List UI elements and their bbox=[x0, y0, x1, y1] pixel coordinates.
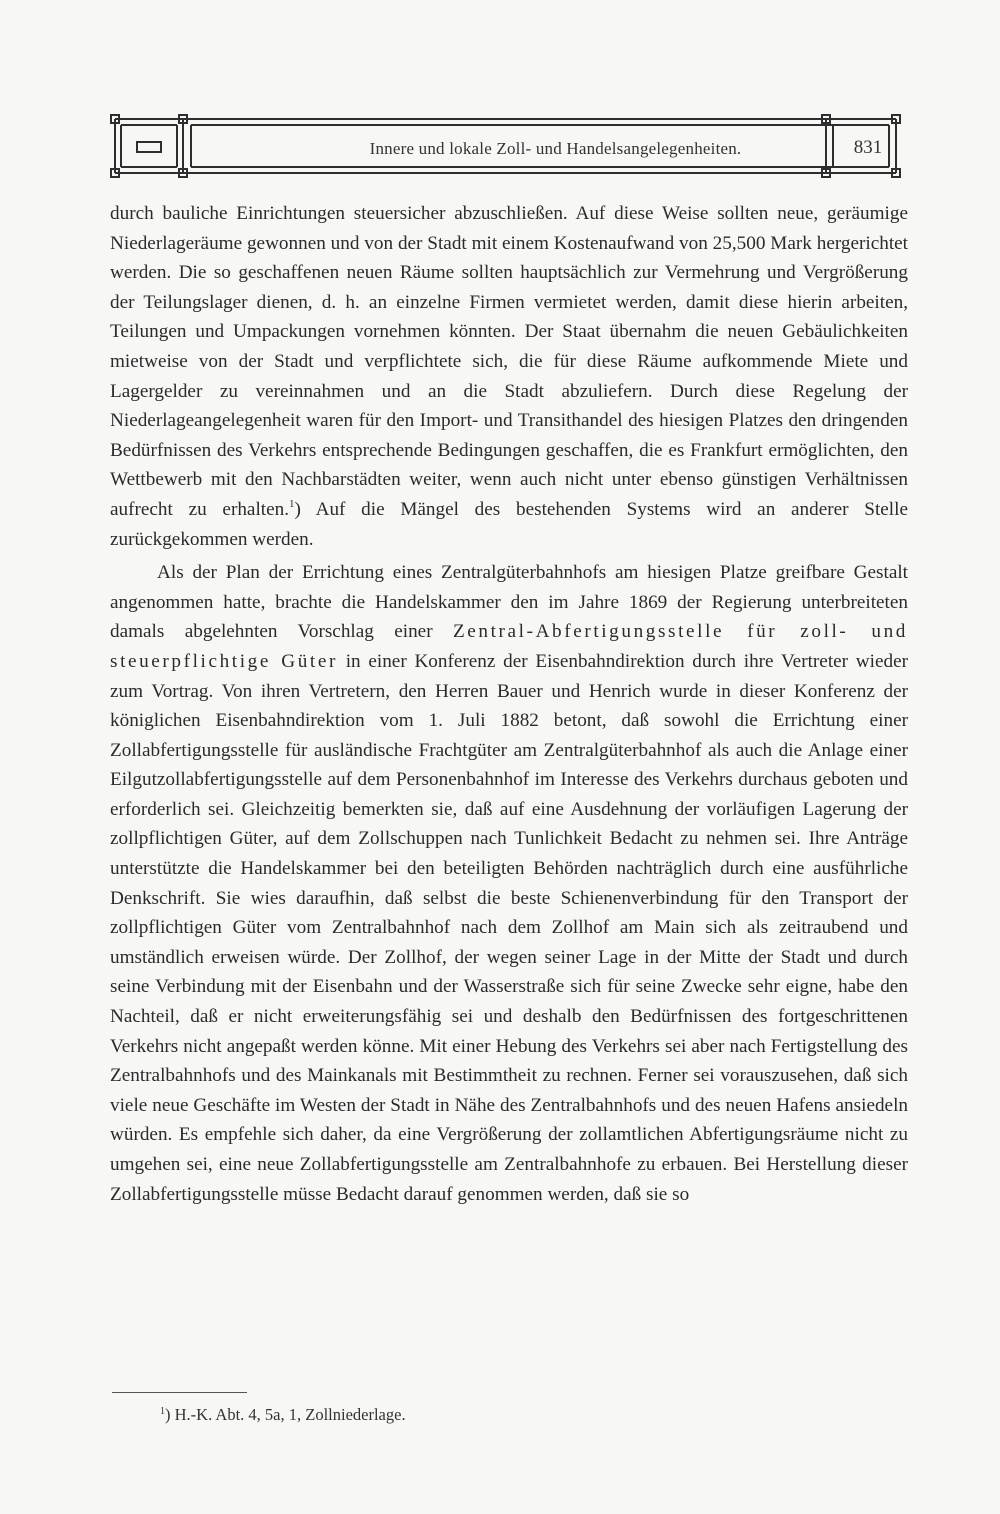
footnote-reference: 1 bbox=[289, 497, 295, 510]
page-header bbox=[107, 113, 904, 179]
page-number: 831 bbox=[853, 137, 883, 158]
paragraph-2-text-a: Als der Plan der Errichtung eines Zentralgüterbahnhofs am hiesigen Platze greifbare Gestalt angenommen hatte, brachte die Handelskammer den im Jahre 1869 der Regierung unterbreiteten damals abgelehnten Vorschlag einer bbox=[110, 562, 908, 643]
body-text bbox=[110, 199, 908, 1209]
footnote-separator bbox=[112, 1392, 247, 1393]
paragraph-2-emphasis: Zentral-Abfertigungsstelle für zoll- und steuerpflichtige Güter bbox=[110, 621, 908, 672]
paragraph-2-text-b: in einer Konferenz der Eisenbahndirektion durch ihre Vertreter wieder zum Vortrag. Von ihren Vertretern, den Herren Bauer und Henrich wurde in dieser Konferenz der königlichen Eisenbahndirektion vom 1. Juli 1882 betont, daß sowohl die Errichtung einer Zollabfertigungsstelle für ausländische Frachtgüter am Zentralgüterbahnhof als auch die Anlage einer Eilgutzollabfertigungsstelle auf dem Personenbahnhof im Interesse des Verkehrs durchaus geboten und erforderlich sei. Gleichzeitig bemerkten sie, daß auf eine Ausdehnung der vorläufigen Lagerung der zollpflichtigen Güter, auf dem Zollschuppen nach Tunlichkeit Bedacht zu nehmen sei. Ihre Anträge unterstützte die Handelskammer bei den beteiligten Behörden nachträglich durch eine ausführliche Denkschrift. Sie wies daraufhin, daß selbst die beste Schienenverbindung für den Transport der zollpflichtigen Güter vom Zentralbahnhof nach dem Zollhof am Main sich als zeitraubend und umständlich erweisen würde. Der Zollhof, der wegen seiner Lage in der Mitte der Stadt und durch seine Verbindung mit der Eisenbahn und der Wasserstraße sich für seine Zwecke sehr eigne, habe den Nachteil, daß er nicht erweiterungsfähig sei und deshalb den Bedürfnissen des fortgeschrittenen Verkehrs nicht angepaßt werden könne. Mit einer Hebung des Verkehrs sei aber nach Fertigstellung des Zentralbahnhofs und des Mainkanals mit Bestimmtheit zu rechnen. Ferner sei vorauszusehen, daß sich viele neue Geschäfte im Westen der Stadt in Nähe des Zentralbahnhofs und des neuen Hafens ansiedeln würden. Es empfehle sich daher, da eine Vergrößerung der zollamtlichen Abfertigungsräume nicht zu umgehen sei, eine neue Zollabfertigungsstelle am Zentralbahnhofe zu erbauen. Bei Herstellung dieser Zollabfertigungsstelle müsse Bedacht darauf genommen werden, daß sie so bbox=[110, 650, 908, 1205]
paragraph-2 bbox=[110, 558, 908, 1209]
paragraph-1-text-b: ) Auf die Mängel des bestehenden Systems wird an anderer Stelle zurückgekommen werden. bbox=[110, 498, 908, 550]
paragraph-1-text-a: durch bauliche Einrichtungen steuersicher abzuschließen. Auf diese Weise sollten neue, geräumige Niederlageräume gewonnen und von der Stadt mit einem Kostenaufwand von 25,500 Mark hergerichtet werden. Die so geschaffenen neuen Räume sollten hauptsächlich zur Vermehrung und Vergrößerung der Teilungslager dienen, d. h. an einzelne Firmen vermietet werden, damit diese hierin arbeiten, Teilungen und Umpackungen vornehmen könnten. Der Staat übernahm die neuen Gebäulichkeiten mietweise von der Stadt und verpflichtete sich, die für diese Räume aufkommende Miete und Lagergelder zu vereinnahmen und an die Stadt abzuliefern. Durch diese Regelung der Niederlageangelegenheit waren für den Import- und Transithandel des hiesigen Platzes den dringenden Bedürfnissen des Verkehrs entsprechende Bedingungen geschaffen, die es Frankfurt ermöglichten, den Wettbewerb mit den Nachbarstädten weiter, wenn auch nicht unter ebenso günstigen Verhältnissen aufrecht zu erhalten. bbox=[110, 203, 908, 520]
footnote bbox=[160, 1405, 406, 1425]
running-title: Innere und lokale Zoll- und Handelsangelegenheiten. bbox=[369, 139, 742, 158]
paragraph-1 bbox=[110, 199, 908, 554]
footnote-marker: 1 bbox=[160, 1406, 165, 1417]
footnote-text: ) H.-K. Abt. 4, 5a, 1, Zollniederlage. bbox=[165, 1405, 406, 1424]
